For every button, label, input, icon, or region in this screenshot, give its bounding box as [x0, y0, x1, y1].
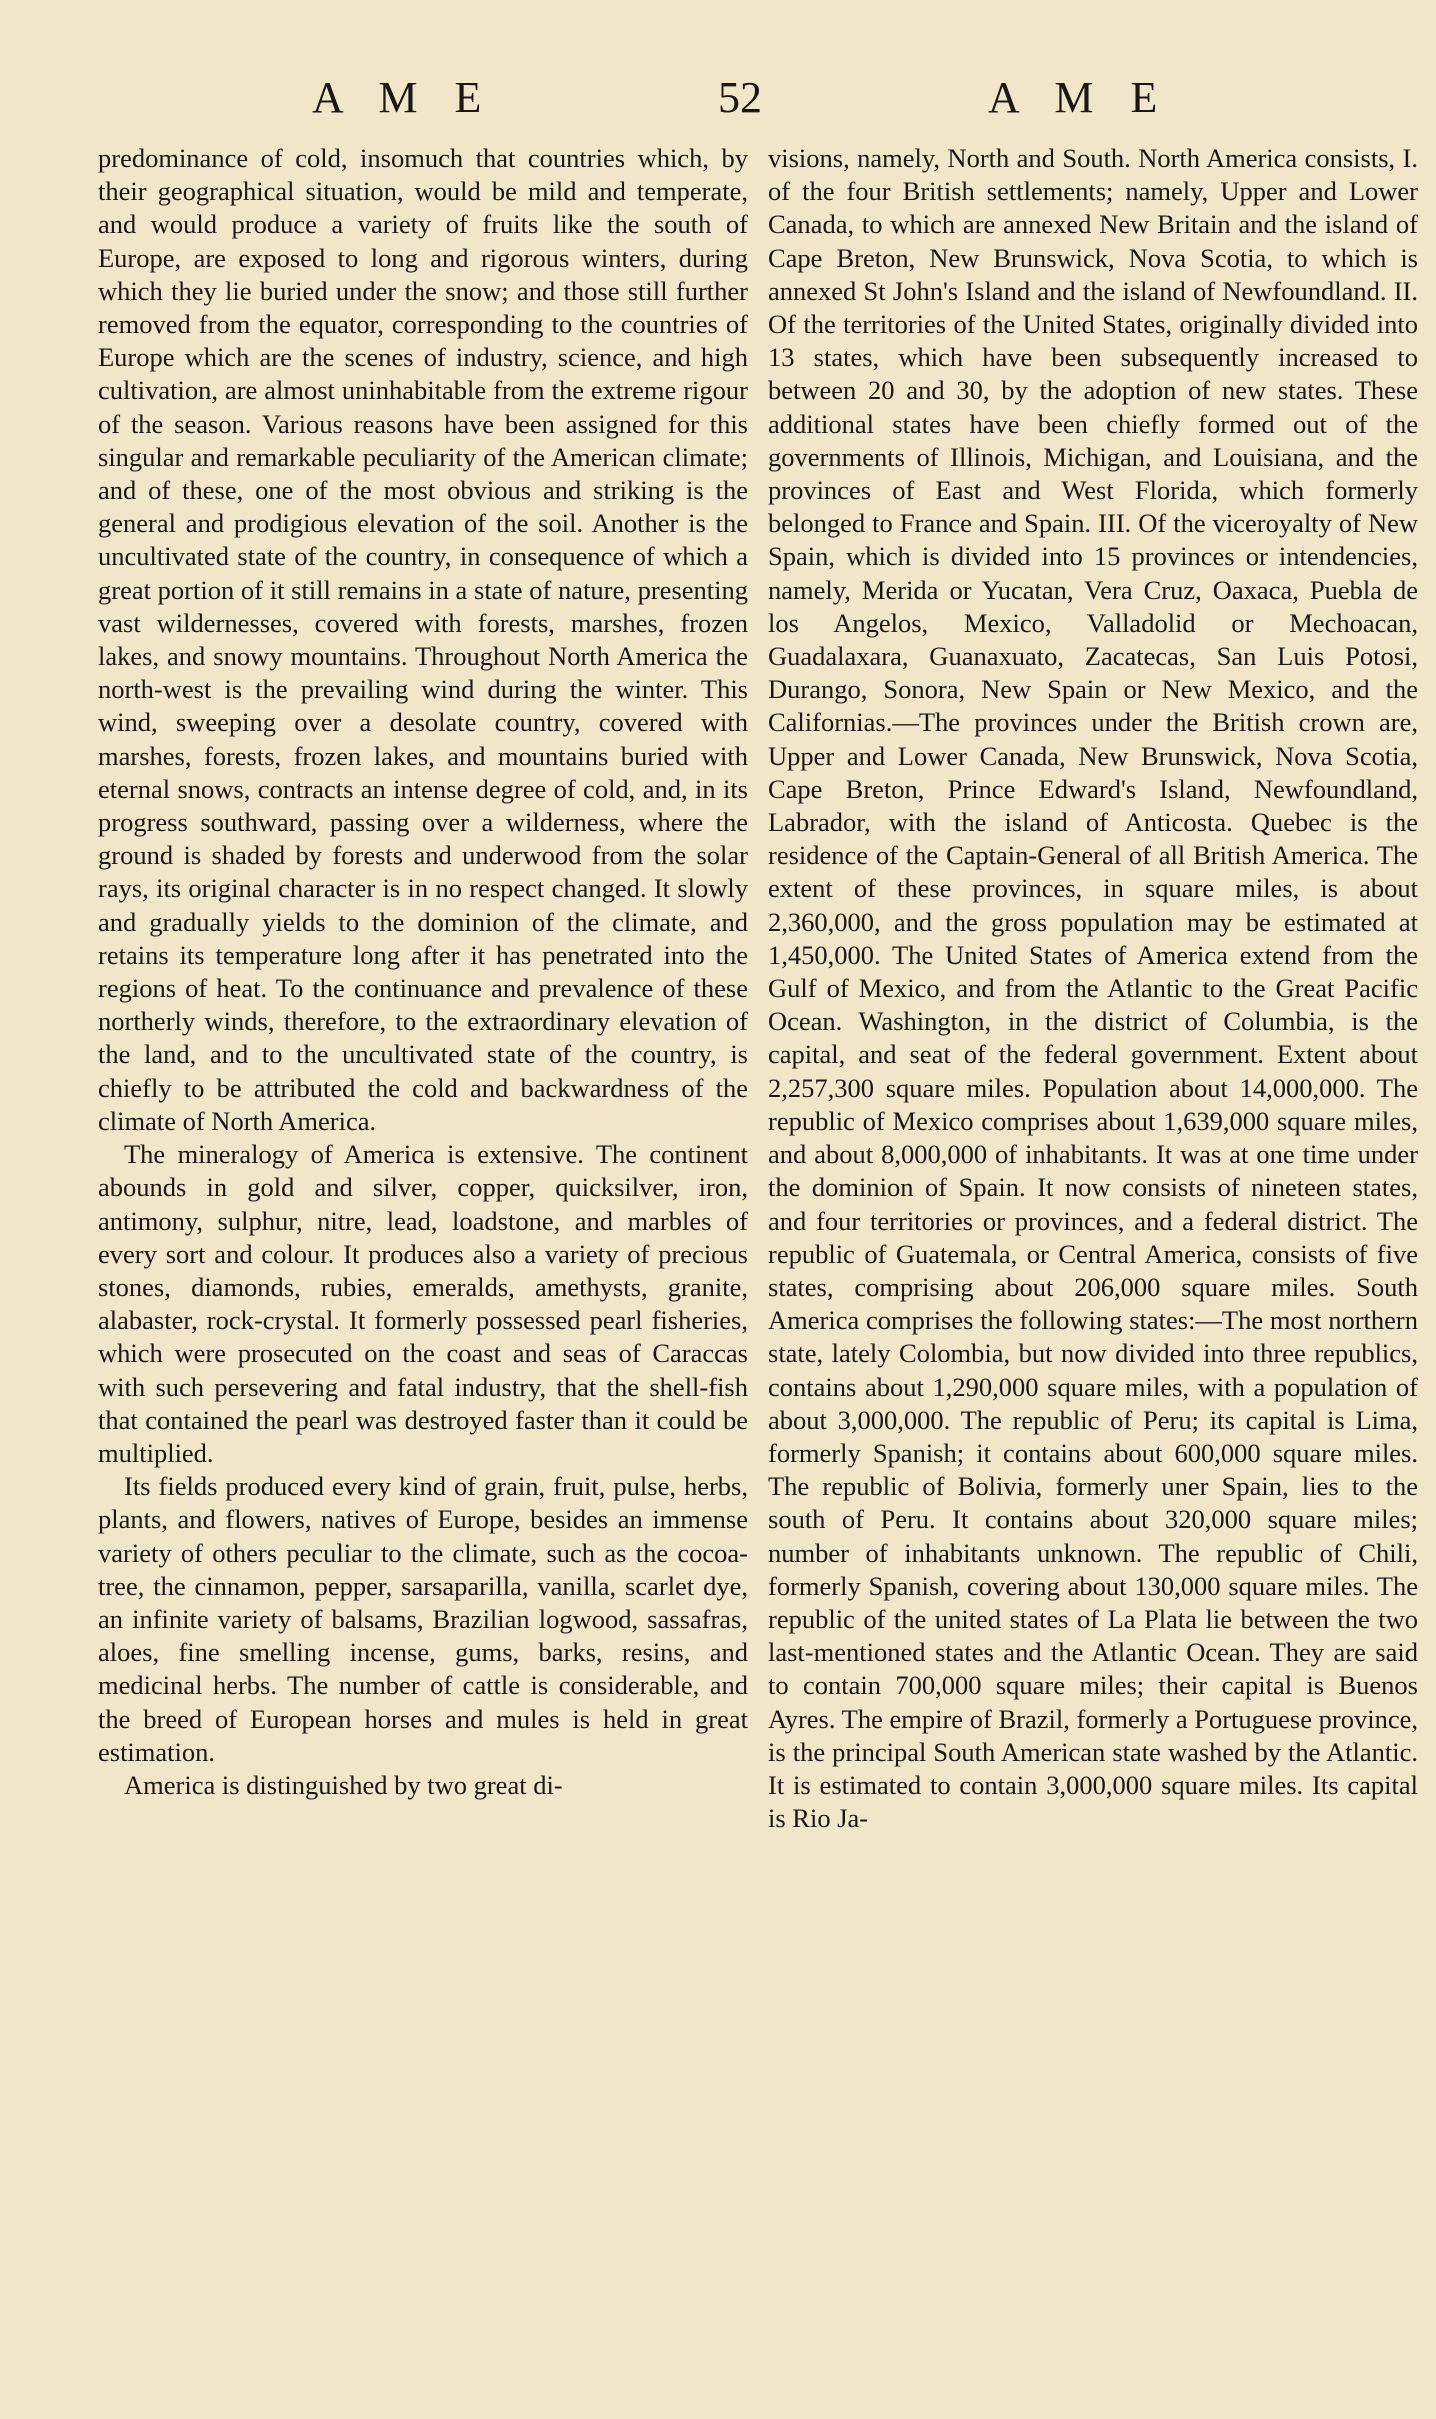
running-head: [0, 72, 1436, 132]
running-head-left: A M E: [312, 73, 482, 122]
page-number: 52: [718, 73, 762, 122]
paragraph-produce: Its fields produced every kind of grain, fruit, pulse, herbs, plants, and flowers, natives of Europe, besides an immense variety of others peculiar to the climate, such as the cocoa-tree, the cinnamon, pepper, sarsaparilla, vanilla, scarlet dye, an infinite variety of balsams, Brazilian logwood, sassafras, aloes, fine smelling incense, gums, barks, resins, and medicinal herbs. The number of cattle is considerable, and the breed of European horses and mules is held in great estimation.: [98, 1471, 748, 1767]
paragraph-divisions-start: America is distinguished by two great di-: [124, 1769, 563, 1800]
paragraph-climate: predominance of cold, insomuch that countries which, by their geographical situation, would be mild and temperate, and would produce a variety of fruits like the south of Europe, are exposed to long and rigorous winters, during which they lie buried under the snow; and those still further removed from the equator, corresponding to the countries of Europe which are the scenes of industry, science, and high cultivation, are almost uninhabitable from the extreme rigour of the season. Various reasons have been assigned for this singular and remarkable peculiarity of the American climate; and of these, one of the most obvious and striking is the general and prodigious elevation of the soil. Another is the uncultivated state of the country, in consequence of which a great portion of it still remains in a state of nature, presenting vast wildernesses, covered with forests, marshes, frozen lakes, and snowy mountains. Throughout North America the north-west is the prevailing wind during the winter. This wind, sweeping over a desolate country, covered with marshes, forests, frozen lakes, and mountains buried with eternal snows, contracts an intense degree of cold, and, in its progress southward, passing over a wilderness, where the ground is shaded by forests and underwood from the solar rays, its original character is in no respect changed. It slowly and gradually yields to the dominion of the climate, and retains its temperature long after it has penetrated into the regions of heat. To the continuance and prevalence of these northerly winds, therefore, to the extraordinary elevation of the land, and to the uncultivated state of the country, is chiefly to be attributed the cold and backwardness of the climate of North America.: [98, 143, 748, 1136]
left-column: [98, 142, 748, 1802]
paragraph-divisions: visions, namely, North and South. North America consists, I. of the four British settlements; namely, Upper and Lower Canada, to which are annexed New Britain and the island of Cape Breton, New Brunswick, Nova Scotia, to which is annexed St John's Island and the island of Newfoundland. II. Of the territories of the United States, originally divided into 13 states, which have been subsequently increased to between 20 and 30, by the adoption of new states. These additional states have been chiefly formed out of the governments of Illinois, Michigan, and Louisiana, and the provinces of East and West Florida, which formerly belonged to France and Spain. III. Of the viceroyalty of New Spain, which is divided into 15 provinces or intendencies, namely, Merida or Yucatan, Vera Cruz, Oaxaca, Puebla de los Angelos, Mexico, Valladolid or Mechoacan, Guadalaxara, Guanaxuato, Zacatecas, San Luis Potosi, Durango, Sonora, New Spain or New Mexico, and the Californias.—The provinces under the British crown are, Upper and Lower Canada, New Brunswick, Nova Scotia, Cape Breton, Prince Edward's Island, Newfoundland, Labrador, with the island of Anticosta. Quebec is the residence of the Captain-General of all British America. The extent of these provinces, in square miles, is about 2,360,000, and the gross population may be estimated at 1,450,000. The United States of America extend from the Gulf of Mexico, and from the Atlantic to the Great Pacific Ocean. Washington, in the district of Columbia, is the capital, and seat of the federal government. Extent about 2,257,300 square miles. Population about 14,000,000. The republic of Mexico comprises about 1,639,000 square miles, and about 8,000,000 of inhabitants. It was at one time under the dominion of Spain. It now consists of nineteen states, and four territories or provinces, and a federal district. The republic of Guatemala, or Central America, consists of five states, comprising about 206,000 square miles. South America comprises the following states:—The most northern state, lately Colombia, but now divided into three republics, contains about 1,290,000 square miles, with a population of about 3,000,000. The republic of Peru; its capital is Lima, formerly Spanish; it contains about 600,000 square miles. The republic of Bolivia, formerly uner Spain, lies to the south of Peru. It contains about 320,000 square miles; number of inhabitants unknown. The republic of Chili, formerly Spanish, covering about 130,000 square miles. The republic of the united states of La Plata lie between the two last-mentioned states and the Atlantic Ocean. They are said to contain 700,000 square miles; their capital is Buenos Ayres. The empire of Brazil, formerly a Portuguese province, is the principal South American state washed by the Atlantic. It is estimated to contain 3,000,000 square miles. Its capital is Rio Ja-: [768, 143, 1418, 1834]
paragraph-mineralogy: The mineralogy of America is extensive. The continent abounds in gold and silver, copper, quicksilver, iron, antimony, sulphur, nitre, lead, loadstone, and marbles of every sort and colour. It produces also a variety of precious stones, diamonds, rubies, emeralds, amethysts, granite, alabaster, rock-crystal. It formerly possessed pearl fisheries, which were prosecuted on the coast and seas of Caraccas with such persevering and fatal industry, that the shell-fish that contained the pearl was destroyed faster than it could be multiplied.: [98, 1139, 748, 1468]
right-column: [768, 142, 1418, 1835]
running-head-right: A M E: [988, 73, 1158, 122]
